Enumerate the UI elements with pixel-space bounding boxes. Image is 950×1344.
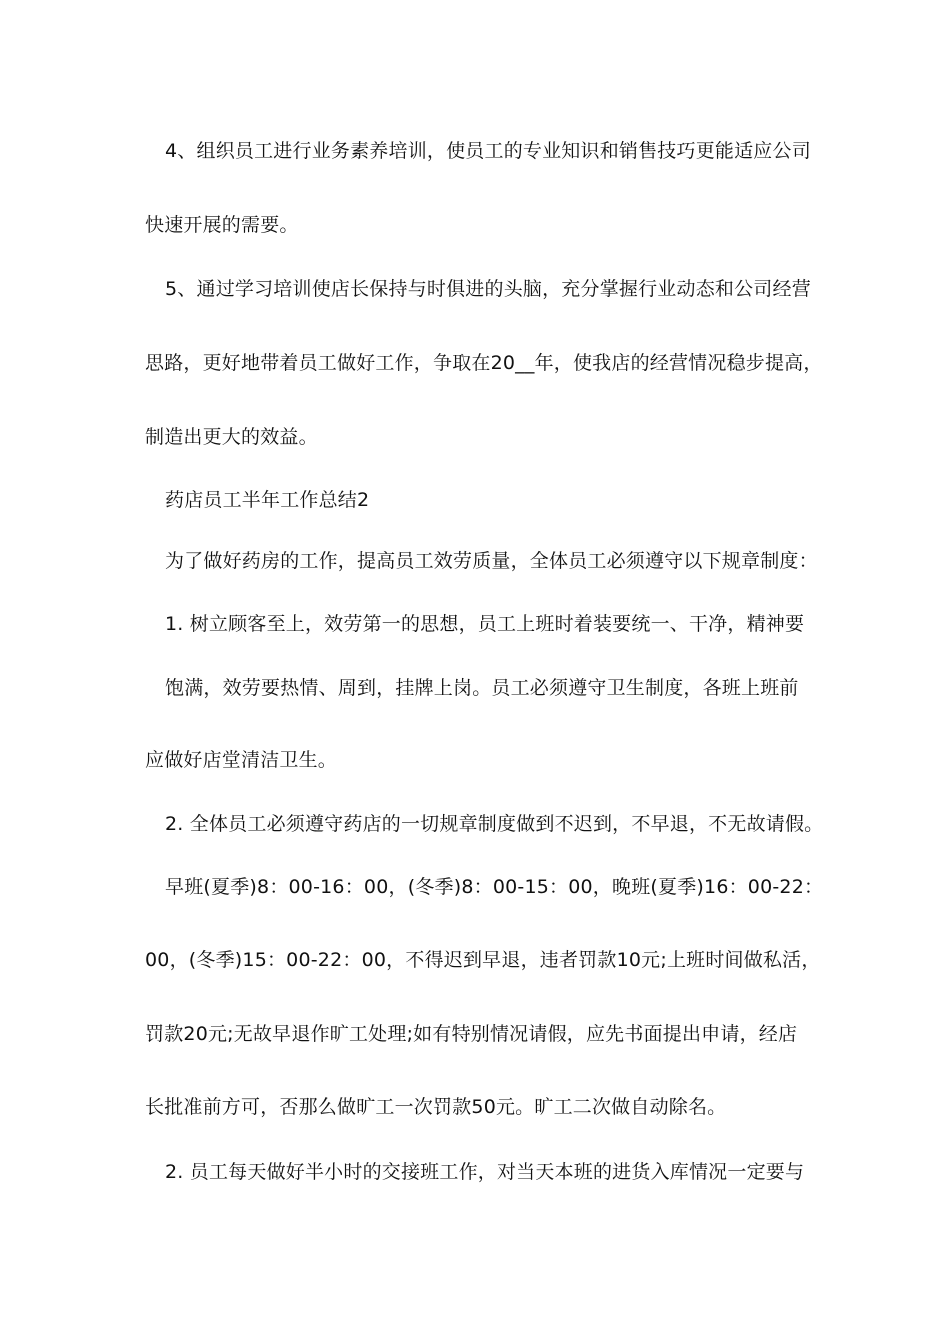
text-line: 饱满，效劳要热情、周到，挂牌上岗。员工必须遵守卫生制度，各班上班前 <box>165 677 799 699</box>
text-line: 思路，更好地带着员工做好工作，争取在20__年，使我店的经营情况稳步提高， <box>145 352 823 374</box>
text-line: 00，(冬季)15：00-22：00，不得迟到早退，违者罚款10元;上班时间做私活， <box>145 949 821 971</box>
text-line: 5、通过学习培训使店长保持与时俱进的头脑，充分掌握行业动态和公司经营 <box>165 278 811 300</box>
text-line: 1. 树立顾客至上，效劳第一的思想，员工上班时着装要统一、干净，精神要 <box>165 613 805 635</box>
text-line: 4、组织员工进行业务素养培训，使员工的专业知识和销售技巧更能适应公司 <box>165 140 811 162</box>
text-line: 罚款20元;无故早退作旷工处理;如有特别情况请假，应先书面提出申请，经店 <box>145 1023 798 1045</box>
section-heading: 药店员工半年工作总结2 <box>165 489 370 511</box>
text-line: 2. 员工每天做好半小时的交接班工作，对当天本班的进货入库情况一定要与 <box>165 1161 805 1183</box>
text-line: 2. 全体员工必须遵守药店的一切规章制度做到不迟到，不早退，不无故请假。 <box>165 813 824 835</box>
text-line: 快速开展的需要。 <box>145 214 299 236</box>
text-line: 制造出更大的效益。 <box>145 426 318 448</box>
text-line: 为了做好药房的工作，提高员工效劳质量，全体员工必须遵守以下规章制度： <box>165 550 818 572</box>
text-line: 长批准前方可，否那么做旷工一次罚款50元。旷工二次做自动除名。 <box>145 1096 727 1118</box>
text-line: 应做好店堂清洁卫生。 <box>145 749 338 771</box>
text-line: 早班(夏季)8：00-16：00，(冬季)8：00-15：00，晚班(夏季)16：00-22： <box>165 876 824 898</box>
